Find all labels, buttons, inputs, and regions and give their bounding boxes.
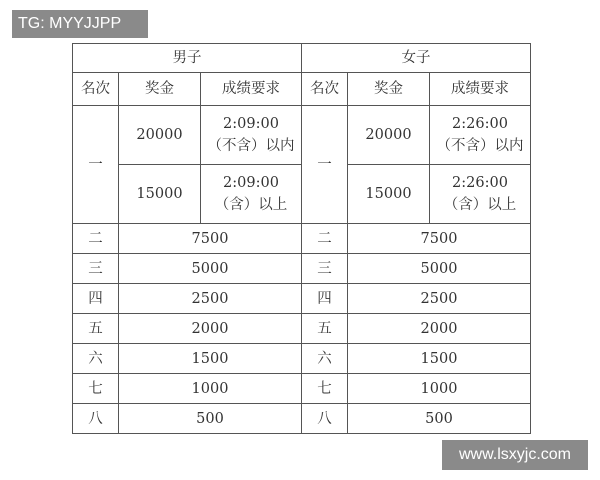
women-rank-cell: 六 [302, 344, 348, 374]
men-first-rank: 一 [73, 106, 119, 224]
women-first-time-b: 2:26:00 [452, 175, 508, 191]
men-prize-cell: 500 [119, 404, 302, 434]
table-row [73, 374, 531, 404]
women-requirement-header: 成绩要求 [430, 73, 531, 106]
women-rank-header: 名次 [302, 73, 348, 106]
women-prize-cell: 1000 [348, 374, 531, 404]
women-prize-cell: 2500 [348, 284, 531, 314]
rank-rows [73, 224, 531, 434]
men-rank-cell: 八 [73, 404, 119, 434]
men-rank-cell: 五 [73, 314, 119, 344]
men-first-requirement-b [201, 165, 302, 224]
women-prize-cell: 500 [348, 404, 531, 434]
women-first-rank: 一 [302, 106, 348, 224]
table-row [73, 344, 531, 374]
group-header-row [73, 44, 531, 73]
men-first-time-b: 2:09:00 [223, 175, 279, 191]
women-prize-cell: 7500 [348, 224, 531, 254]
men-prize-cell: 2500 [119, 284, 302, 314]
women-first-condition-b: （含）以上 [443, 197, 517, 213]
men-prize-cell: 2000 [119, 314, 302, 344]
men-rank-cell: 七 [73, 374, 119, 404]
women-first-time-a: 2:26:00 [452, 116, 508, 132]
table-row [73, 284, 531, 314]
men-rank-cell: 六 [73, 344, 119, 374]
table-row [73, 224, 531, 254]
table-row [73, 314, 531, 344]
men-first-condition-a: （不含）以内 [207, 138, 295, 154]
men-first-requirement-a [201, 106, 302, 165]
men-first-time-a: 2:09:00 [223, 116, 279, 132]
men-first-prize-b: 15000 [119, 165, 201, 224]
watermark-bottom-right: www.lsxyjc.com [442, 440, 588, 470]
men-prize-cell: 7500 [119, 224, 302, 254]
women-prize-cell: 5000 [348, 254, 531, 284]
women-rank-cell: 三 [302, 254, 348, 284]
women-prize-header: 奖金 [348, 73, 430, 106]
men-prize-cell: 5000 [119, 254, 302, 284]
men-prize-header: 奖金 [119, 73, 201, 106]
men-rank-cell: 二 [73, 224, 119, 254]
men-group-header: 男子 [73, 44, 302, 73]
women-first-requirement-b [430, 165, 531, 224]
first-place-row-a [73, 106, 531, 165]
women-first-prize-b: 15000 [348, 165, 430, 224]
men-prize-cell: 1500 [119, 344, 302, 374]
women-rank-cell: 二 [302, 224, 348, 254]
men-rank-cell: 三 [73, 254, 119, 284]
women-rank-cell: 五 [302, 314, 348, 344]
men-rank-header: 名次 [73, 73, 119, 106]
table-row [73, 404, 531, 434]
women-rank-cell: 七 [302, 374, 348, 404]
women-rank-cell: 四 [302, 284, 348, 314]
men-first-condition-b: （含）以上 [214, 197, 288, 213]
watermark-top-left: TG: MYYJJPP [12, 10, 148, 38]
women-first-requirement-a [430, 106, 531, 165]
men-prize-cell: 1000 [119, 374, 302, 404]
table-row [73, 254, 531, 284]
women-prize-cell: 1500 [348, 344, 531, 374]
men-first-prize-a: 20000 [119, 106, 201, 165]
prize-table [72, 43, 531, 434]
women-first-prize-a: 20000 [348, 106, 430, 165]
column-header-row [73, 73, 531, 106]
men-requirement-header: 成绩要求 [201, 73, 302, 106]
men-rank-cell: 四 [73, 284, 119, 314]
women-rank-cell: 八 [302, 404, 348, 434]
women-prize-cell: 2000 [348, 314, 531, 344]
women-first-condition-a: （不含）以内 [436, 138, 524, 154]
women-group-header: 女子 [302, 44, 531, 73]
